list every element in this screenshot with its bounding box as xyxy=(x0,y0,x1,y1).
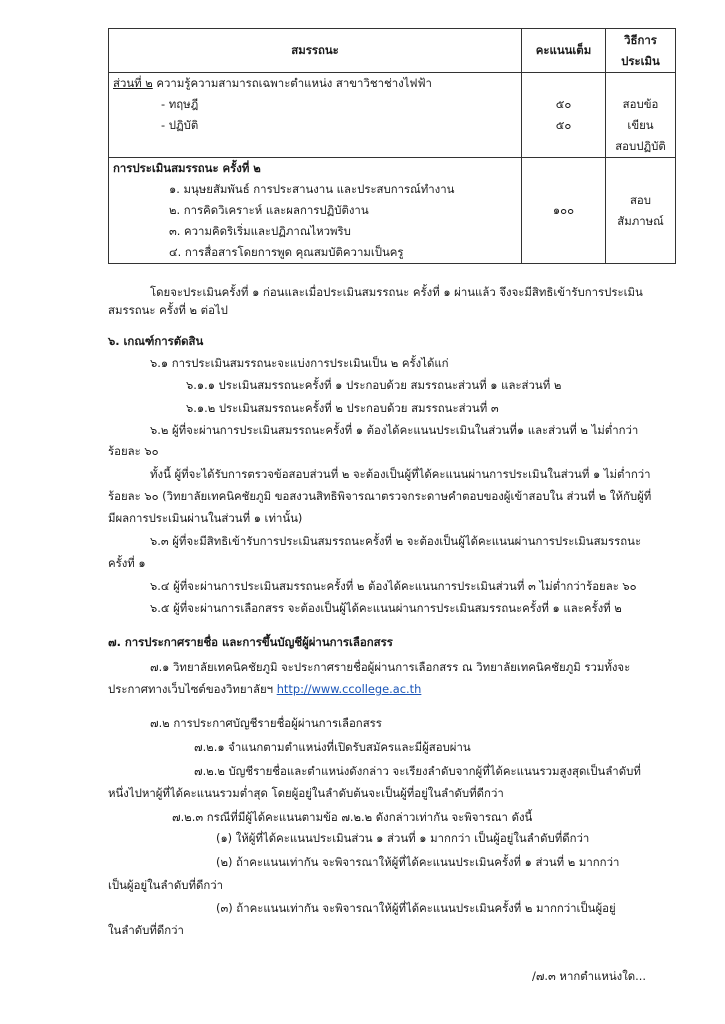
part2-label: ส่วนที่ ๒ xyxy=(113,76,153,90)
table-header-row xyxy=(109,29,676,73)
header-full-score: คะแนนเต็ม xyxy=(522,29,606,73)
part2-item-practice: - ปฏิบัติ xyxy=(161,118,199,132)
intro-line: โดยจะประเมินครั้งที่ ๑ ก่อนและเมื่อประเมินสมรรถนะ ครั้งที่ ๑ ผ่านแล้ว จึงจะมีสิทธิเข้ารับการประเมิน xyxy=(150,285,643,299)
section6-line: ๖.๓ ผู้ที่จะมีสิทธิเข้ารับการประเมินสมรรถนะครั้งที่ ๒ จะต้องเป็นผู้ได้คะแนนผ่านการประเมินสมรรถนะ xyxy=(150,534,642,548)
section6-line: ร้อยละ ๖๐ (วิทยาลัยเทคนิคชัยภูมิ ขอสงวนสิทธิพิจารณาตรวจกระดาษคำตอบของผู้เข้าสอบใน ส่วนที่ ๒ ให้กับผู้ที่ xyxy=(108,489,652,503)
round2-item: ๒. การคิดวิเคราะห์ และผลการปฏิบัติงาน xyxy=(169,203,369,217)
section6-line: ร้อยละ ๖๐ xyxy=(108,444,159,458)
section7-line: เป็นผู้อยู่ในลำดับที่ดีกว่า xyxy=(108,878,224,892)
round2-title: การประเมินสมรรถนะ ครั้งที่ ๒ xyxy=(113,161,261,175)
part2-score-theory: ๕๐ xyxy=(555,97,572,111)
section7-line: (๓) ถ้าคะแนนเท่ากัน จะพิจารณาให้ผู้ที่ได้คะแนนประเมินครั้งที่ ๒ มากกว่าเป็นผู้อยู่ xyxy=(216,901,616,915)
college-website-link[interactable]: http://www.ccollege.ac.th xyxy=(276,682,422,696)
section6-line: มีผลการประเมินผ่านในส่วนที่ ๑ เท่านั้น) xyxy=(108,511,303,525)
section6-line: ๖.๕ ผู้ที่จะผ่านการเลือกสรร จะต้องเป็นผู้ได้คะแนนผ่านการประเมินสมรรถนะครั้งที่ ๑ และครั้งที่ ๒ xyxy=(150,601,622,615)
section7-line: ๗.๒ การประกาศบัญชีรายชื่อผู้ผ่านการเลือกสรร xyxy=(150,716,382,730)
section6-line: ๖.๑ การประเมินสมรรถนะจะแบ่งการประเมินเป็น ๒ ครั้งได้แก่ xyxy=(150,356,449,370)
section6-line: ทั้งนี้ ผู้ที่จะได้รับการตรวจข้อสอบส่วนที่ ๒ จะต้องเป็นผู้ที่ได้คะแนนผ่านการประเมินในส่วนที่ ๑ ไม่ต่ำกว่า xyxy=(150,467,651,481)
section7-line: (๑) ให้ผู้ที่ได้คะแนนประเมินส่วน ๑ ส่วนที่ ๑ มากกว่า เป็นผู้อยู่ในลำดับที่ดีกว่า xyxy=(216,831,590,845)
part2-score-practice: ๕๐ xyxy=(555,118,572,132)
website-label: ประกาศทางเว็บไซต์ของวิทยาลัยฯ xyxy=(108,682,274,696)
part2-item-theory: - ทฤษฎี xyxy=(161,97,199,111)
table-row-part2 xyxy=(109,73,676,158)
continuation-marker: /๗.๓ หากตำแหน่งใด... xyxy=(532,969,647,983)
section6-line: ๖.๔ ผู้ที่จะผ่านการประเมินสมรรถนะครั้งที่ ๒ ต้องได้คะแนนการประเมินส่วนที่ ๓ ไม่ต่ำกว่าร้อยละ ๖๐ xyxy=(150,579,637,593)
round2-method: สอบสัมภาษณ์ xyxy=(606,158,676,264)
round2-item: ๔. การสื่อสารโดยการพูด คุณสมบัติความเป็นครู xyxy=(169,245,404,259)
section7-line: ๗.๒.๓ กรณีที่มีผู้ได้คะแนนตามข้อ ๗.๒.๒ ดังกล่าวเท่ากัน จะพิจารณา ดังนี้ xyxy=(172,810,533,824)
section7-line: ๗.๒.๒ บัญชีรายชื่อและตำแหน่งดังกล่าว จะเรียงลำดับจากผู้ที่ได้คะแนนรวมสูงสุดเป็นลำดับที่ xyxy=(194,764,641,778)
section7-line: ๗.๑ วิทยาลัยเทคนิคชัยภูมิ จะประกาศรายชื่อผู้ผ่านการเลือกสรร ณ วิทยาลัยเทคนิคชัยภูมิ รวมทั้งจะ xyxy=(150,660,631,674)
section6-title: ๖. เกณฑ์การตัดสิน xyxy=(108,334,204,348)
round2-item: ๑. มนุษยสัมพันธ์ การประสานงาน และประสบการณ์ทำงาน xyxy=(169,182,455,196)
section6-line: ๖.๑.๒ ประเมินสมรรถนะครั้งที่ ๒ ประกอบด้วย สมรรถนะส่วนที่ ๓ xyxy=(186,401,499,415)
section6-line: ครั้งที่ ๑ xyxy=(108,556,146,570)
part2-title: ความรู้ความสามารถเฉพาะตำแหน่ง สาขาวิชาช่างไฟฟ้า xyxy=(156,76,432,90)
section6-line: ๖.๒ ผู้ที่จะผ่านการประเมินสมรรถนะครั้งที่ ๑ ต้องได้คะแนนประเมินในส่วนที่๑ และส่วนที่ ๒ ไม่ต่ำกว่า xyxy=(150,423,639,437)
section7-line: ในลำดับที่ดีกว่า xyxy=(108,923,184,937)
section7-line: ๗.๒.๑ จำแนกตามตำแหน่งที่เปิดรับสมัครและมีผู้สอบผ่าน xyxy=(194,740,471,754)
part2-method-practice: สอบปฏิบัติ xyxy=(615,139,666,153)
intro-line: สมรรถนะ ครั้งที่ ๒ ต่อไป xyxy=(108,303,228,317)
section7-line: (๒) ถ้าคะแนนเท่ากัน จะพิจารณาให้ผู้ที่ได้คะแนนประเมินครั้งที่ ๑ ส่วนที่ ๒ มากกว่า xyxy=(216,855,620,869)
section7-title: ๗. การประกาศรายชื่อ และการขึ้นบัญชีผู้ผ่านการเลือกสรร xyxy=(108,635,393,649)
round2-score: ๑๐๐ xyxy=(522,158,606,264)
header-competency: สมรรถนะ xyxy=(109,29,522,73)
header-method: วิธีการประเมิน xyxy=(606,29,676,73)
section7-line xyxy=(108,681,421,697)
section6-line: ๖.๑.๑ ประเมินสมรรถนะครั้งที่ ๑ ประกอบด้วย สมรรถนะส่วนที่ ๑ และส่วนที่ ๒ xyxy=(186,378,562,392)
table-row-round2 xyxy=(109,158,676,264)
round2-item: ๓. ความคิดริเริ่มและปฏิภาณไหวพริบ xyxy=(169,224,351,238)
section7-line: หนึ่งไปหาผู้ที่ได้คะแนนรวมต่ำสุด โดยผู้อยู่ในลำดับต้นจะเป็นผู้ที่อยู่ในลำดับที่ดีกว่า xyxy=(108,786,504,800)
part2-method-theory: สอบข้อเขียน xyxy=(622,97,659,132)
criteria-table xyxy=(108,28,676,264)
